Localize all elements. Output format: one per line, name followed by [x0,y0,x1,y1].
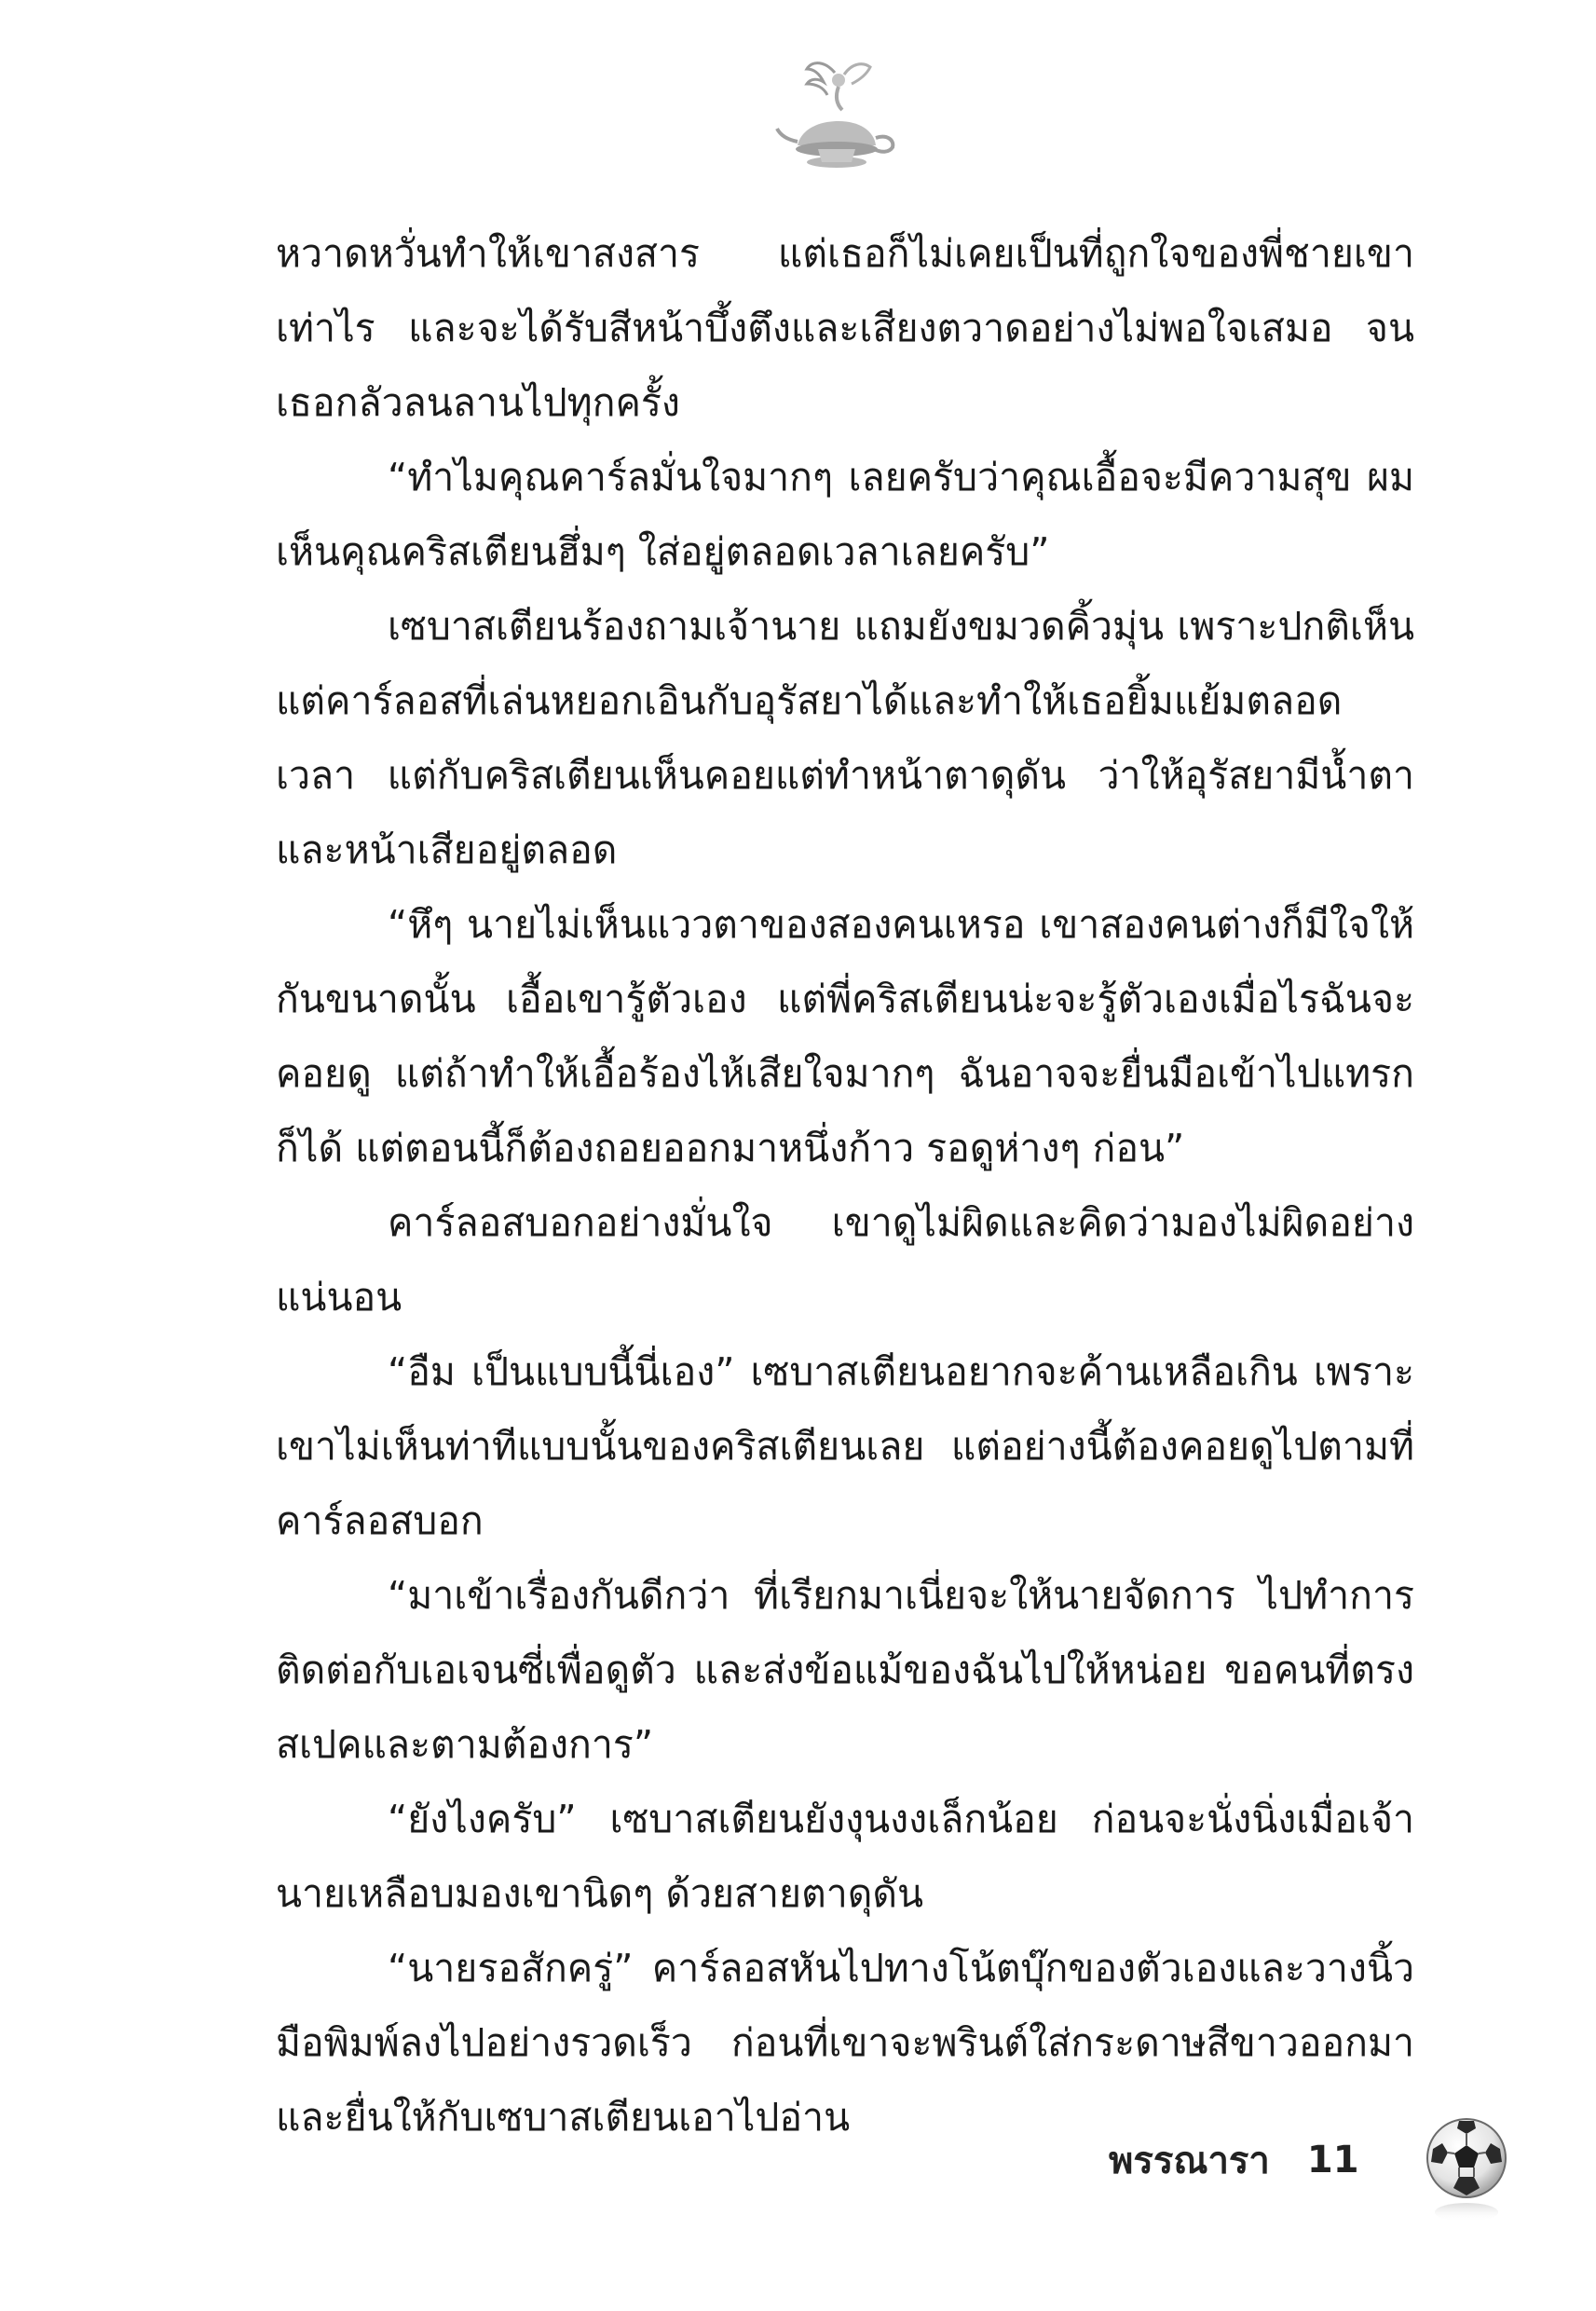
soccer-ball-icon [1422,2115,1511,2227]
paragraph: หวาดหวั่นทำให้เขาสงสาร แต่เธอก็ไม่เคยเป็นที่ถูกใจของพี่ชายเขาเท่าไร และจะได้รับสีหน้าบึ้งตึงและเสียงตวาดอย่างไม่พอใจเสมอ จนเธอกลัวลนลานไปทุกครั้ง [276,231,1414,425]
page-number: 11 [1306,2139,1359,2181]
body-text [276,216,1414,2154]
paragraph: เซบาสเตียนร้องถามเจ้านาย แถมยังขมวดคิ้วมุ่น เพราะปกติเห็นแต่คาร์ลอสที่เล่นหยอกเอินกับอุรัสยาได้และทำให้เธอยิ้มแย้มตลอดเวลา แต่กับคริสเตียนเห็นคอยแต่ทำหน้าตาดุดัน ว่าให้อุรัสยามีน้ำตาและหน้าเสียอยู่ตลอด [276,604,1414,872]
paragraph: คาร์ลอสบอกอย่างมั่นใจ เขาดูไม่ผิดและคิดว่ามองไม่ผิดอย่างแน่นอน [276,1200,1414,1320]
paragraph: “นายรอสักครู่” คาร์ลอสหันไปทางโน้ตบุ๊กของตัวเองและวางนิ้วมือพิมพ์ลงไปอย่างรวดเร็ว ก่อนที่เขาจะพรินต์ใส่กระดาษสีขาวออกมาและยื่นให้กับเซบาสเตียนเอาไปอ่าน [276,1946,1414,2140]
paragraph: “หึๆ นายไม่เห็นแววตาของสองคนเหรอ เขาสองคนต่างก็มีใจให้กันขนาดนั้น เอื้อเขารู้ตัวเอง แต่พี่คริสเตียนน่ะจะรู้ตัวเองเมื่อไรฉันจะคอยดู แต่ถ้าทำให้เอื้อร้องไห้เสียใจมากๆ ฉันอาจจะยื่นมือเข้าไปแทรกก็ได้ แต่ตอนนี้ก็ต้องถอยออกมาหนึ่งก้าว รอดูห่างๆ ก่อน” [276,902,1414,1170]
paragraph: “อืม เป็นแบบนี้นี่เอง” เซบาสเตียนอยากจะค้านเหลือเกิน เพราะเขาไม่เห็นท่าทีแบบนั้นของคริสเตียนเลย แต่อย่างนี้ต้องคอยดูไปตามที่คาร์ลอสบอก [276,1349,1414,1543]
page-footer [1109,2132,1359,2188]
paragraph: “ทำไมคุณคาร์ลมั่นใจมากๆ เลยครับว่าคุณเอื้อจะมีความสุข ผมเห็นคุณคริสเตียนฮึ่มๆ ใส่อยู่ตลอดเวลาเลยครับ” [276,455,1414,574]
paragraph: “มาเข้าเรื่องกันดีกว่า ที่เรียกมาเนี่ยจะให้นายจัดการ ไปทำการติดต่อกับเอเจนซี่เพื่อดูตัว และส่งข้อแม้ของฉันไปให้หน่อย ขอคนที่ตรงสเปคและตามต้องการ” [276,1573,1414,1767]
book-title: พรรณารา [1109,2140,1270,2182]
angel-teapot-ornament-icon [770,56,900,177]
paragraph: “ยังไงครับ” เซบาสเตียนยังงุนงงเล็กน้อย ก่อนจะนั่งนิ่งเมื่อเจ้านายเหลือบมองเขานิดๆ ด้วยสายตาดุดัน [276,1797,1414,1916]
